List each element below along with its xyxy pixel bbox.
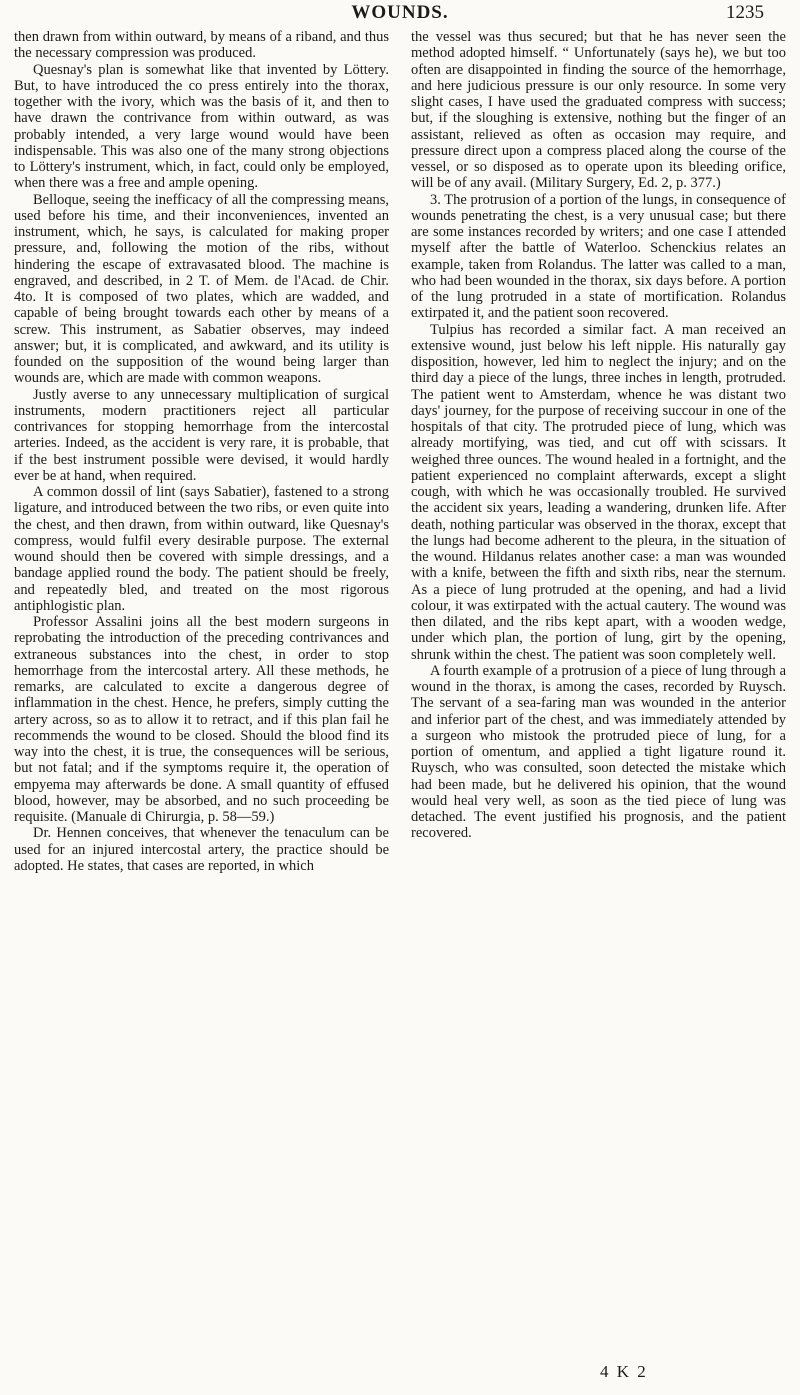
- page-header: [0, 0, 800, 30]
- paragraph: Dr. Hennen conceives, that whenever the tenaculum can be used for an injured intercostal artery, the practice should be adopted. He states, that cases are reported, in which: [14, 825, 389, 874]
- paragraph: A common dossil of lint (says Sabatier), fastened to a strong ligature, and introduced between the two ribs, or even quite into the chest, and then drawn, from within outward, like Quesnay's compress, would fulfil every desirable purpose. The external wound should then be covered with simple dressings, and a bandage applied round the body. The patient should be freely, and repeatedly bled, and treated on the most rigorous antiphlogistic plan.: [14, 484, 389, 614]
- signature-mark: 4 K 2: [600, 1362, 648, 1381]
- paragraph: 3. The protrusion of a portion of the lungs, in consequence of wounds penetrating the chest, is a very unusual case; but there are some instances recorded by writers; and one case I attended myself after the battle of Waterloo. Schenckius relates an example, taken from Rolandus. The latter was called to a man, who had been wounded in the thorax, six days before. A portion of the lung protruded in a state of mortification. Rolandus extirpated it, and the patient soon recovered.: [411, 191, 786, 322]
- paragraph: Quesnay's plan is somewhat like that invented by Löttery. But, to have introduced the co press entirely into the thorax, together with the ivory, which was the basis of it, and then to have drawn the contrivance from within outward, as was probably intended, a very large wound would have been indispensable. This was also one of the many strong objections to Löttery's instrument, which, in fact, could only be employed, when there was a free and ample opening.: [14, 61, 389, 192]
- right-column: [411, 29, 786, 1357]
- left-column: [14, 29, 389, 1357]
- paragraph: A fourth example of a protrusion of a piece of lung through a wound in the thorax, is among the cases, recorded by Ruysch. The servant of a sea-faring man was wounded in the anterior and inferior part of the chest, and was immediately attended by a surgeon who mistook the protruded piece of lung, for a portion of omentum, and applied a tight ligature round it. Ruysch, who was consulted, soon detected the mistake which had been made, but he delivered his opinion, that the wound would heal very well, as soon as the tied piece of lung was detached. The event justified his prognosis, and the patient recovered.: [411, 662, 786, 842]
- paragraph: Tulpius has recorded a similar fact. A man received an extensive wound, just below his left nipple. His naturally gay disposition, however, led him to neglect the injury; and on the third day a piece of the lungs, three inches in length, protruded. The patient went to Amsterdam, whence he was distant two days' journey, for the purpose of receiving succour in one of the hospitals of that city. The protruded piece of lung, which was already mortifying, was tied, and cut off with scissars. It weighed three ounces. The wound healed in a fortnight, and the patient experienced no complaint afterwards, except a slight cough, with which he was occasionally troubled. He survived the accident six years, leading a wandering, drunken life. After death, nothing particular was observed in the thorax, except that the lungs had become adherent to the pleura, in the situation of the wound. Hildanus relates another case: a man was wounded with a knife, between the fifth and sixth ribs, near the sternum. As a piece of lung protruded at the opening, and had a livid colour, it was extirpated with the actual cautery. The wound was then dilated, and the ribs kept apart, with a wooden wedge, under which plan, the portion of lung, girt by the opening, shrunk within the chest. The patient was soon completely well.: [411, 321, 786, 663]
- paragraph: Justly averse to any unnecessary multiplication of surgical instruments, modern practitioners reject all particular contrivances for stopping hemorrhage from the intercostal arteries. Indeed, as the accident is very rare, it is probable, that if the best instrument possible were devised, it would hardly ever be at hand, when required.: [14, 386, 389, 484]
- text-columns: [14, 29, 786, 1357]
- paragraph: then drawn from within outward, by means of a riband, and thus the necessary compression was produced.: [14, 29, 389, 62]
- page-number: 1235: [726, 2, 764, 23]
- paragraph: the vessel was thus secured; but that he has never seen the method adopted himself. “ Unfortunately (says he), we but too often are disappointed in finding the source of the hemorrhage, and here judicious pressure is our only resource. In some very slight cases, I have used the graduated compress with success; but, if the sloughing is extensive, nothing but the finger of an assistant, relieved as often as occasion may require, and pressure direct upon a compress placed along the course of the vessel, or so disposed as to operate upon its bleeding orifice, will be of any avail. (Military Surgery, Ed. 2, p. 377.): [411, 29, 786, 192]
- paragraph: Belloque, seeing the inefficacy of all the compressing means, used before his time, and their inconveniences, invented an instrument, which, he says, is calculated for making proper pressure, and, following the motion of the ribs, without hindering the escape of extravasated blood. The machine is engraved, and described, in 2 T. of Mem. de l'Acad. de Chir. 4to. It is composed of two plates, which are wadded, and capable of being brought towards each other by means of a screw. This instrument, as Sabatier observes, may indeed answer; but, it is complicated, and awkward, and its utility is founded on the supposition of the wound being larger than wounds are, which are made with common weapons.: [14, 191, 389, 387]
- running-title: WOUNDS.: [351, 2, 449, 23]
- paragraph: Professor Assalini joins all the best modern surgeons in reprobating the introduction of the preceding contrivances and extraneous substances into the chest, in order to stop hemorrhage from the intercostal artery. All these methods, he remarks, are calculated to excite a dangerous degree of inflammation in the chest. Hence, he prefers, simply cutting the artery across, so as to allow it to retract, and if this plan fail he recommends the wound to be closed. Should the blood find its way into the chest, it is true, the consequences will be serious, but not fatal; and if the symptoms require it, the operation of empyema may afterwards be done. A small quantity of effused blood, however, may be absorbed, and no such proceeding be requisite. (Manuale di Chirurgia, p. 58—59.): [14, 614, 389, 825]
